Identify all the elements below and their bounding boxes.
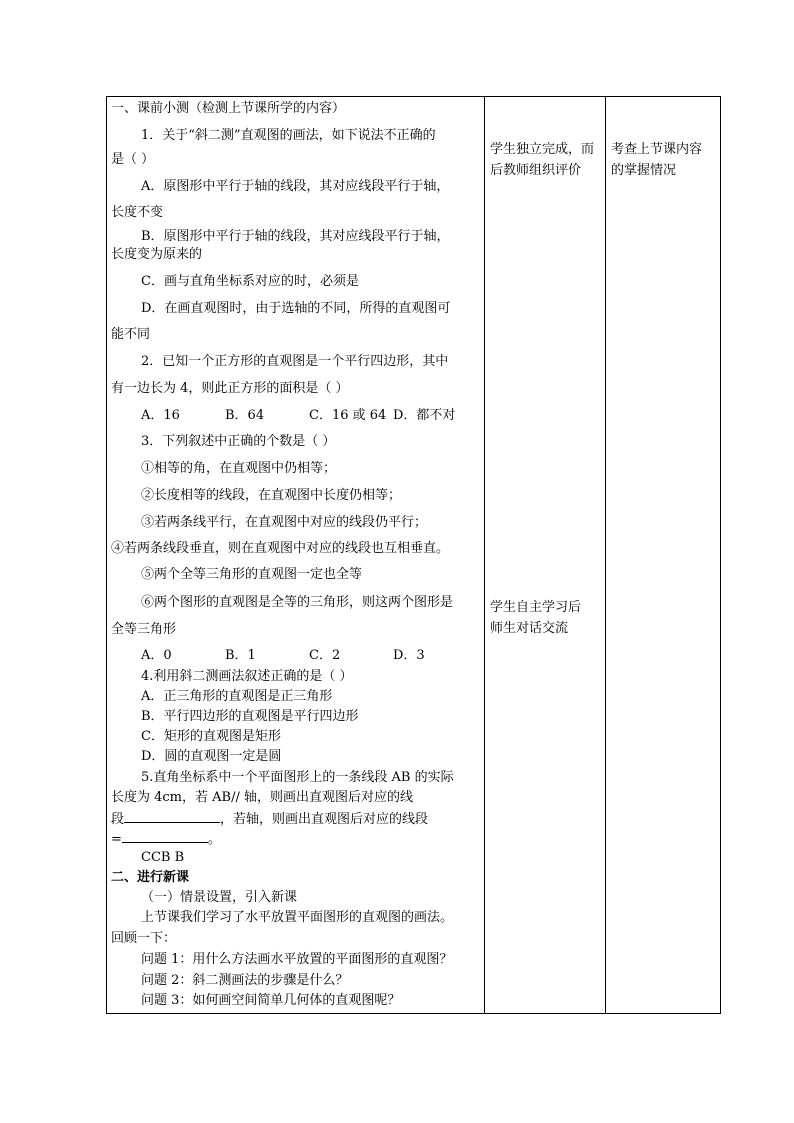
- q3-item-4: ④若两条线段垂直，则在直观图中对应的线段也互相垂直。: [111, 541, 450, 556]
- q3-item-2: ②长度相等的线段，在直观图中长度仍相等；: [141, 488, 402, 503]
- purpose-note-line1: 考查上节课内容: [611, 142, 703, 157]
- intro-line2: 回顾一下：: [111, 931, 177, 946]
- q2-option: D．都不对: [393, 408, 456, 423]
- q2-line1: 2．已知一个正方形的直观图是一个平行四边形，其中: [141, 354, 449, 369]
- q3-option: C．2: [309, 648, 341, 663]
- q5-line3-start: 段: [111, 812, 125, 827]
- q5-line4-end: 。: [207, 832, 221, 847]
- q5-line3-end: ，若轴，则画出直观图后对应的线段: [220, 812, 429, 827]
- q5-line4: [111, 830, 221, 848]
- q1-line2: 是（ ）: [111, 152, 155, 167]
- q1-line1: 1．关于“斜二测”直观图的画法，如下说法不正确的: [141, 128, 436, 143]
- q3-item-6-line1: ⑥两个图形的直观图是全等的三角形，则这两个图形是: [141, 595, 454, 610]
- activity-note-2-line1: 学生自主学习后: [490, 600, 582, 615]
- activity-note-1-line2: 后教师组织评价: [490, 163, 582, 178]
- answer-key: CCB B: [141, 850, 185, 865]
- q1-option-d-line1: D．在画直观图时，由于选轴的不同，所得的直观图可: [141, 301, 451, 316]
- q1-option-c: C．画与直角坐标系对应的时，必须是: [141, 274, 359, 289]
- q5-line4-start: =: [111, 832, 122, 847]
- q2-option: A．16: [141, 408, 180, 423]
- q1-option-b-line1: B．原图形中平行于轴的线段，其对应线段平行于轴，: [141, 229, 450, 244]
- q2-option: C．16 或 64: [309, 408, 387, 423]
- q3-item-3: ③若两条线平行，在直观图中对应的线段仍平行；: [141, 515, 428, 530]
- q3-item-1: ①相等的角，在直观图中仍相等；: [141, 461, 337, 476]
- subsection-1: （一）情景设置，引入新课: [141, 890, 298, 905]
- q4-option-d: D．圆的直观图一定是圆: [141, 749, 282, 764]
- q1-option-d-line2: 能不同: [111, 327, 151, 342]
- section1-title: 一、课前小测（检测上节课所学的内容）: [111, 101, 346, 116]
- q5-line2: 长度为 4cm，若 AB// 轴，则画出直观图后对应的线: [111, 790, 413, 805]
- q1-option-b-line2: 长度变为原来的: [111, 247, 203, 262]
- q3-option: D．3: [393, 648, 425, 663]
- purpose-cell: [606, 97, 721, 1014]
- activity-note-2-line2: 师生对话交流: [490, 621, 569, 636]
- purpose-note-line2: 的掌握情况: [611, 163, 677, 178]
- answer-blank-1[interactable]: [124, 810, 220, 823]
- q3-option: A．0: [141, 648, 172, 663]
- q1-option-a-line1: A．原图形中平行于轴的线段，其对应线段平行于轴，: [141, 179, 450, 194]
- q2-option: B．64: [225, 408, 265, 423]
- question-1: 问题 1：用什么方法画水平放置的平面图形的直观图？: [141, 952, 453, 967]
- answer-blank-2[interactable]: [122, 830, 208, 843]
- q2-line2: 有一边长为 4，则此正方形的面积是（ ）: [111, 381, 349, 396]
- content-cell: [107, 97, 485, 1014]
- activity-note-1-line1: 学生独立完成，而: [490, 142, 595, 157]
- q4-option-c: C．矩形的直观图是矩形: [141, 729, 281, 744]
- intro-line1: 上节课我们学习了水平放置平面图形的直观图的画法。: [141, 910, 454, 925]
- q5-line1: 5.直角坐标系中一个平面图形上的一条线段 AB 的实际: [141, 770, 454, 785]
- q3-line1: 3．下列叙述中正确的个数是（ ）: [141, 434, 336, 449]
- q3-option: B．1: [225, 648, 256, 663]
- activity-cell: [485, 97, 606, 1014]
- q4-option-a: A．正三角形的直观图是正三角形: [141, 689, 333, 704]
- q4-option-b: B．平行四边形的直观图是平行四边形: [141, 709, 359, 724]
- q5-line3: [111, 810, 428, 828]
- lesson-table: [106, 96, 721, 1014]
- q4-line1: 4.利用斜二测画法叙述正确的是（ ）: [141, 669, 353, 684]
- q3-item-6-line2: 全等三角形: [111, 622, 177, 637]
- question-2: 问题 2：斜二测画法的步骤是什么？: [141, 973, 349, 988]
- section2-title: 二、进行新课: [111, 870, 190, 885]
- q1-option-a-line2: 长度不变: [111, 205, 164, 220]
- question-3: 问题 3：如何画空间简单几何体的直观图呢？: [141, 993, 401, 1008]
- q3-item-5: ⑤两个全等三角形的直观图一定也全等: [141, 567, 363, 582]
